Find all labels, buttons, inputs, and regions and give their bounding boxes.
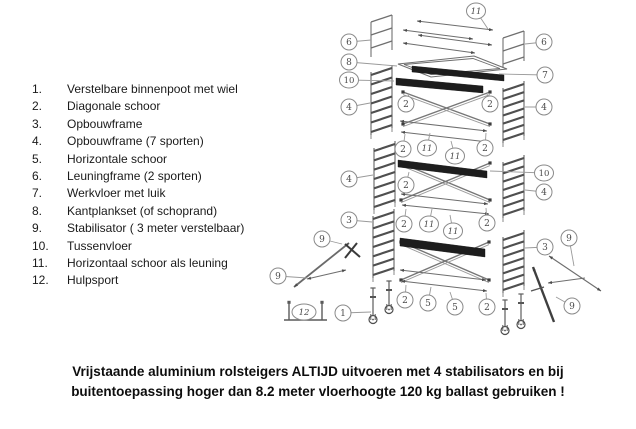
svg-text:2: 2 [401,220,407,230]
item-label: Horizontaal schoor als leuning [67,256,228,271]
callout-1 [335,305,351,321]
item-label: Horizontale schoor [67,151,168,166]
callout-4 [536,184,552,200]
item-number: 1. [32,82,43,96]
callout-12 [292,304,316,320]
item-number: 6. [32,169,43,184]
warning-line-2: buitentoepassing hoger dan 8.2 meter vloerhoogte 120 kg ballast gebruiken ! [71,384,565,399]
callout-5 [447,299,463,315]
item-label: Leuningframe (2 sporten) [67,169,202,184]
svg-text:9: 9 [569,302,575,312]
callout-11 [420,216,439,232]
item-number: 10. [32,238,49,253]
svg-text:9: 9 [319,235,325,245]
svg-text:11: 11 [449,152,461,162]
svg-text:4: 4 [541,103,547,113]
svg-text:8: 8 [346,58,352,68]
svg-text:2: 2 [482,144,488,154]
callout-3 [537,239,553,255]
item-label: Diagonale schoor [67,99,161,114]
svg-text:2: 2 [484,219,490,229]
svg-text:4: 4 [541,188,547,198]
callout-10 [535,165,554,181]
svg-text:2: 2 [484,303,490,313]
warning-text [0,362,636,402]
svg-text:1: 1 [340,309,346,319]
svg-text:5: 5 [425,299,431,309]
svg-text:2: 2 [487,100,493,110]
item-label: Verstelbare binnenpoot met wiel [67,82,238,96]
svg-text:11: 11 [470,7,482,17]
callout-7 [537,67,553,83]
item-number: 4. [32,134,43,149]
callout-2 [398,96,414,112]
svg-text:2: 2 [400,145,406,155]
svg-text:3: 3 [346,216,352,226]
svg-text:11: 11 [423,220,435,230]
item-label: Opbouwframe [67,116,143,131]
callout-11 [467,3,486,19]
svg-text:12: 12 [298,308,310,318]
callout-4 [536,99,552,115]
item-number: 2. [32,99,43,114]
svg-text:4: 4 [346,175,352,185]
callout-2 [477,140,493,156]
item-label: Opbouwframe (7 sporten) [67,134,204,149]
item-number: 3. [32,116,43,131]
callout-2 [395,141,411,157]
item-number: 8. [32,203,43,218]
callout-9 [564,298,580,314]
svg-text:10: 10 [538,169,550,179]
callout-6 [536,34,552,50]
callout-2 [479,299,495,315]
callout-2 [398,177,414,193]
svg-text:10: 10 [343,76,355,86]
warning-line-1: Vrijstaande aluminium rolsteigers ALTIJD uitvoeren met 4 stabilisators en bij [72,364,564,379]
svg-text:11: 11 [421,144,433,154]
svg-text:2: 2 [403,100,409,110]
callout-9 [561,230,577,246]
callout-3 [341,212,357,228]
callout-11 [418,140,437,156]
svg-text:9: 9 [275,272,281,282]
svg-text:4: 4 [346,103,352,113]
callout-9 [314,231,330,247]
item-label: Werkvloer met luik [67,186,166,201]
callout-2 [479,215,495,231]
item-number: 12. [32,273,49,288]
callout-5 [420,295,436,311]
svg-text:6: 6 [346,38,352,48]
svg-text:6: 6 [541,38,547,48]
callout-2 [397,292,413,308]
callout-4 [341,99,357,115]
item-label: Stabilisator ( 3 meter verstelbaar) [67,221,245,236]
item-number: 11. [32,256,48,271]
item-number: 9. [32,221,43,236]
callout-2 [482,96,498,112]
svg-text:7: 7 [542,71,548,81]
svg-text:5: 5 [452,303,458,313]
callout-8 [341,54,357,70]
callout-11 [444,223,463,239]
item-number: 5. [32,151,43,166]
svg-text:3: 3 [542,243,548,253]
callout-9 [270,268,286,284]
callout-11 [446,148,465,164]
svg-text:2: 2 [402,296,408,306]
svg-text:9: 9 [566,234,572,244]
item-label: Tussenvloer [67,238,132,253]
svg-text:2: 2 [403,181,409,191]
callout-10 [340,72,359,88]
item-label: Kantplankset (of schoprand) [67,203,218,218]
callout-6 [341,34,357,50]
callout-4 [341,171,357,187]
item-number: 7. [32,186,43,201]
callout-2 [396,216,412,232]
svg-text:11: 11 [447,227,459,237]
item-label: Hulpsport [67,273,119,288]
